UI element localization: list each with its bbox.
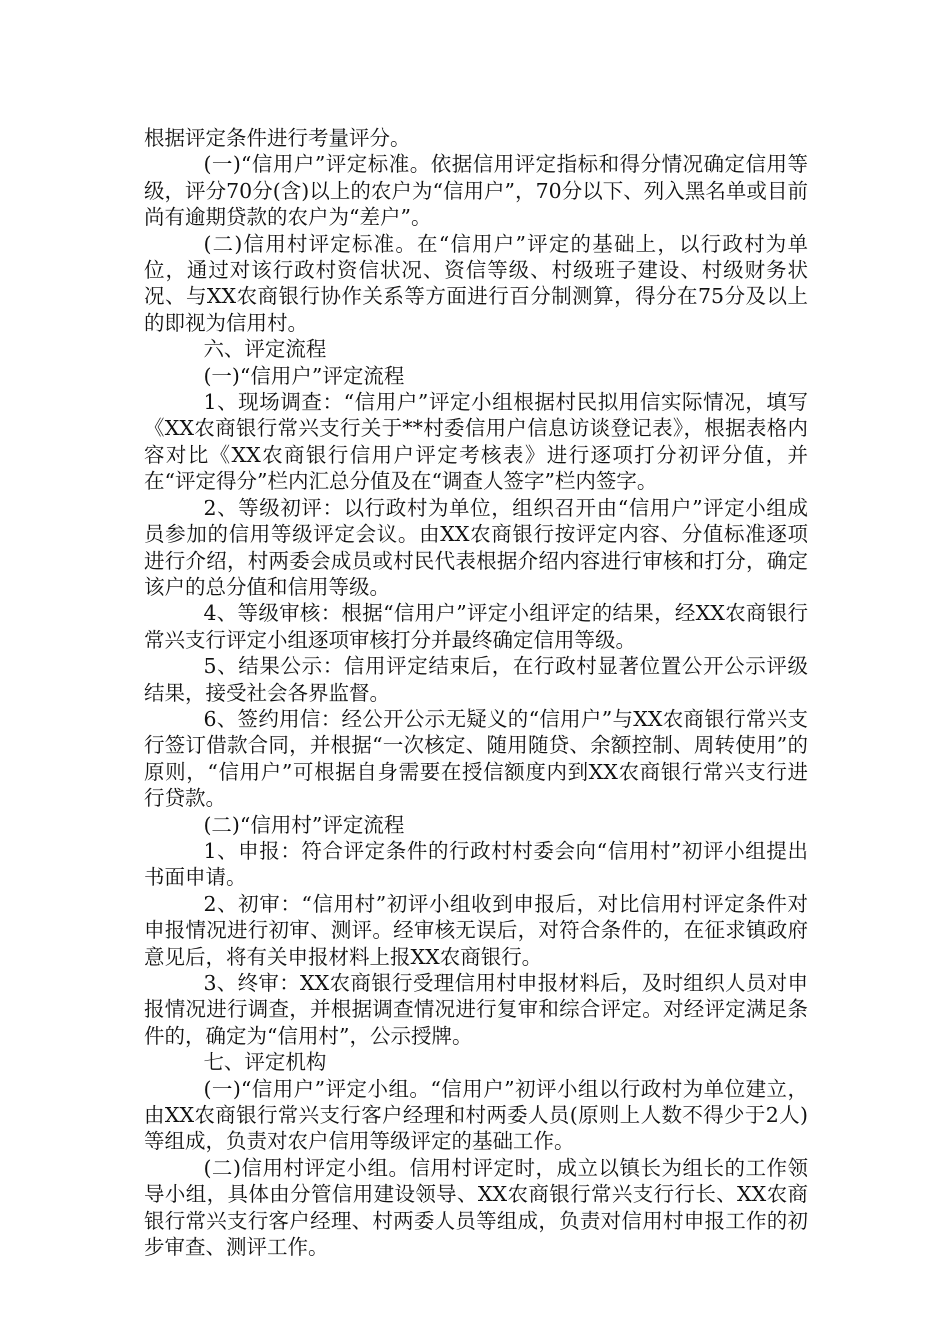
document-paragraph: (一)“信用户”评定流程 xyxy=(203,363,405,388)
document-paragraph: 6、签约用信：经公开公示无疑义的“信用户”与XX农商银行常兴支行签订借款合同，并根据“一次核定、随用随贷、余额控制、周转使用”的原则，“信用户”可根据自身需要在授信额度内到XX农商银行常兴支行进行贷款。 xyxy=(144,706,808,811)
document-paragraph: 4、等级审核：根据“信用户”评定小组评定的结果，经XX农商银行常兴支行评定小组逐项审核打分并最终确定信用等级。 xyxy=(144,601,808,652)
document-paragraph: 2、初审：“信用村”初评小组收到申报后，对比信用村评定条件对申报情况进行初审、测评。经审核无误后，对符合条件的，在征求镇政府意见后，将有关申报材料上报XX农商银行。 xyxy=(144,891,808,969)
document-paragraph: 5、结果公示：信用评定结束后，在行政村显著位置公开公示评级结果，接受社会各界监督。 xyxy=(144,654,808,705)
document-paragraph: 1、申报：符合评定条件的行政村村委会向“信用村”初评小组提出书面申请。 xyxy=(144,838,808,890)
document-paragraph: (二)信用村评定标准。在“信用户”评定的基础上，以行政村为单位，通过对该行政村资信状况、资信等级、村级班子建设、村级财务状况、与XX农商银行协作关系等方面进行百分制测算，得分在75分及以上的即视为信用村。 xyxy=(144,231,808,335)
document-paragraph: 3、终审：XX农商银行受理信用村申报材料后，及时组织人员对申报情况进行调查，并根据调查情况进行复审和综合评定。对经评定满足条件的，确定为“信用村”，公示授牌。 xyxy=(144,971,808,1048)
document-paragraph: 2、等级初评：以行政村为单位，组织召开由“信用户”评定小组成员参加的信用等级评定会议。由XX农商银行按评定内容、分值标准逐项进行介绍，村两委会成员或村民代表根据介绍内容进行审核和打分，确定该户的总分值和信用等级。 xyxy=(144,495,808,599)
document-paragraph: (二)“信用村”评定流程 xyxy=(203,812,405,837)
document-paragraph: (一)“信用户”评定小组。“信用户”初评小组以行政村为单位建立，由XX农商银行常兴支行客户经理和村两委人员(原则上人数不得少于2人)等组成，负责对农户信用等级评定的基础工作。 xyxy=(144,1076,808,1154)
document-paragraph: 六、评定流程 xyxy=(203,337,327,362)
document-paragraph: 1、现场调查：“信用户”评定小组根据村民拟用信实际情况，填写《XX农商银行常兴支行关于**村委信用户信息访谈登记表》，根据表格内容对比《XX农商银行信用户评定考核表》进行逐项打分初评分值，并在“评定得分”栏内汇总分值及在“调查人签字”栏内签字。 xyxy=(144,390,808,494)
document-paragraph: 七、评定机构 xyxy=(203,1050,327,1075)
document-paragraph: (二)信用村评定小组。信用村评定时，成立以镇长为组长的工作领导小组，具体由分管信用建设领导、XX农商银行常兴支行行长、XX农商银行常兴支行客户经理、村两委人员等组成，负责对信用村申报工作的初步审查、测评工作。 xyxy=(144,1155,808,1260)
document-body xyxy=(144,125,808,1260)
document-paragraph: 根据评定条件进行考量评分。 xyxy=(144,126,411,150)
document-paragraph: (一)“信用户”评定标准。依据信用评定指标和得分情况确定信用等级，评分70分(含)以上的农户为“信用户”，70分以下、列入黑名单或目前尚有逾期贷款的农户为“差户”。 xyxy=(144,152,808,230)
